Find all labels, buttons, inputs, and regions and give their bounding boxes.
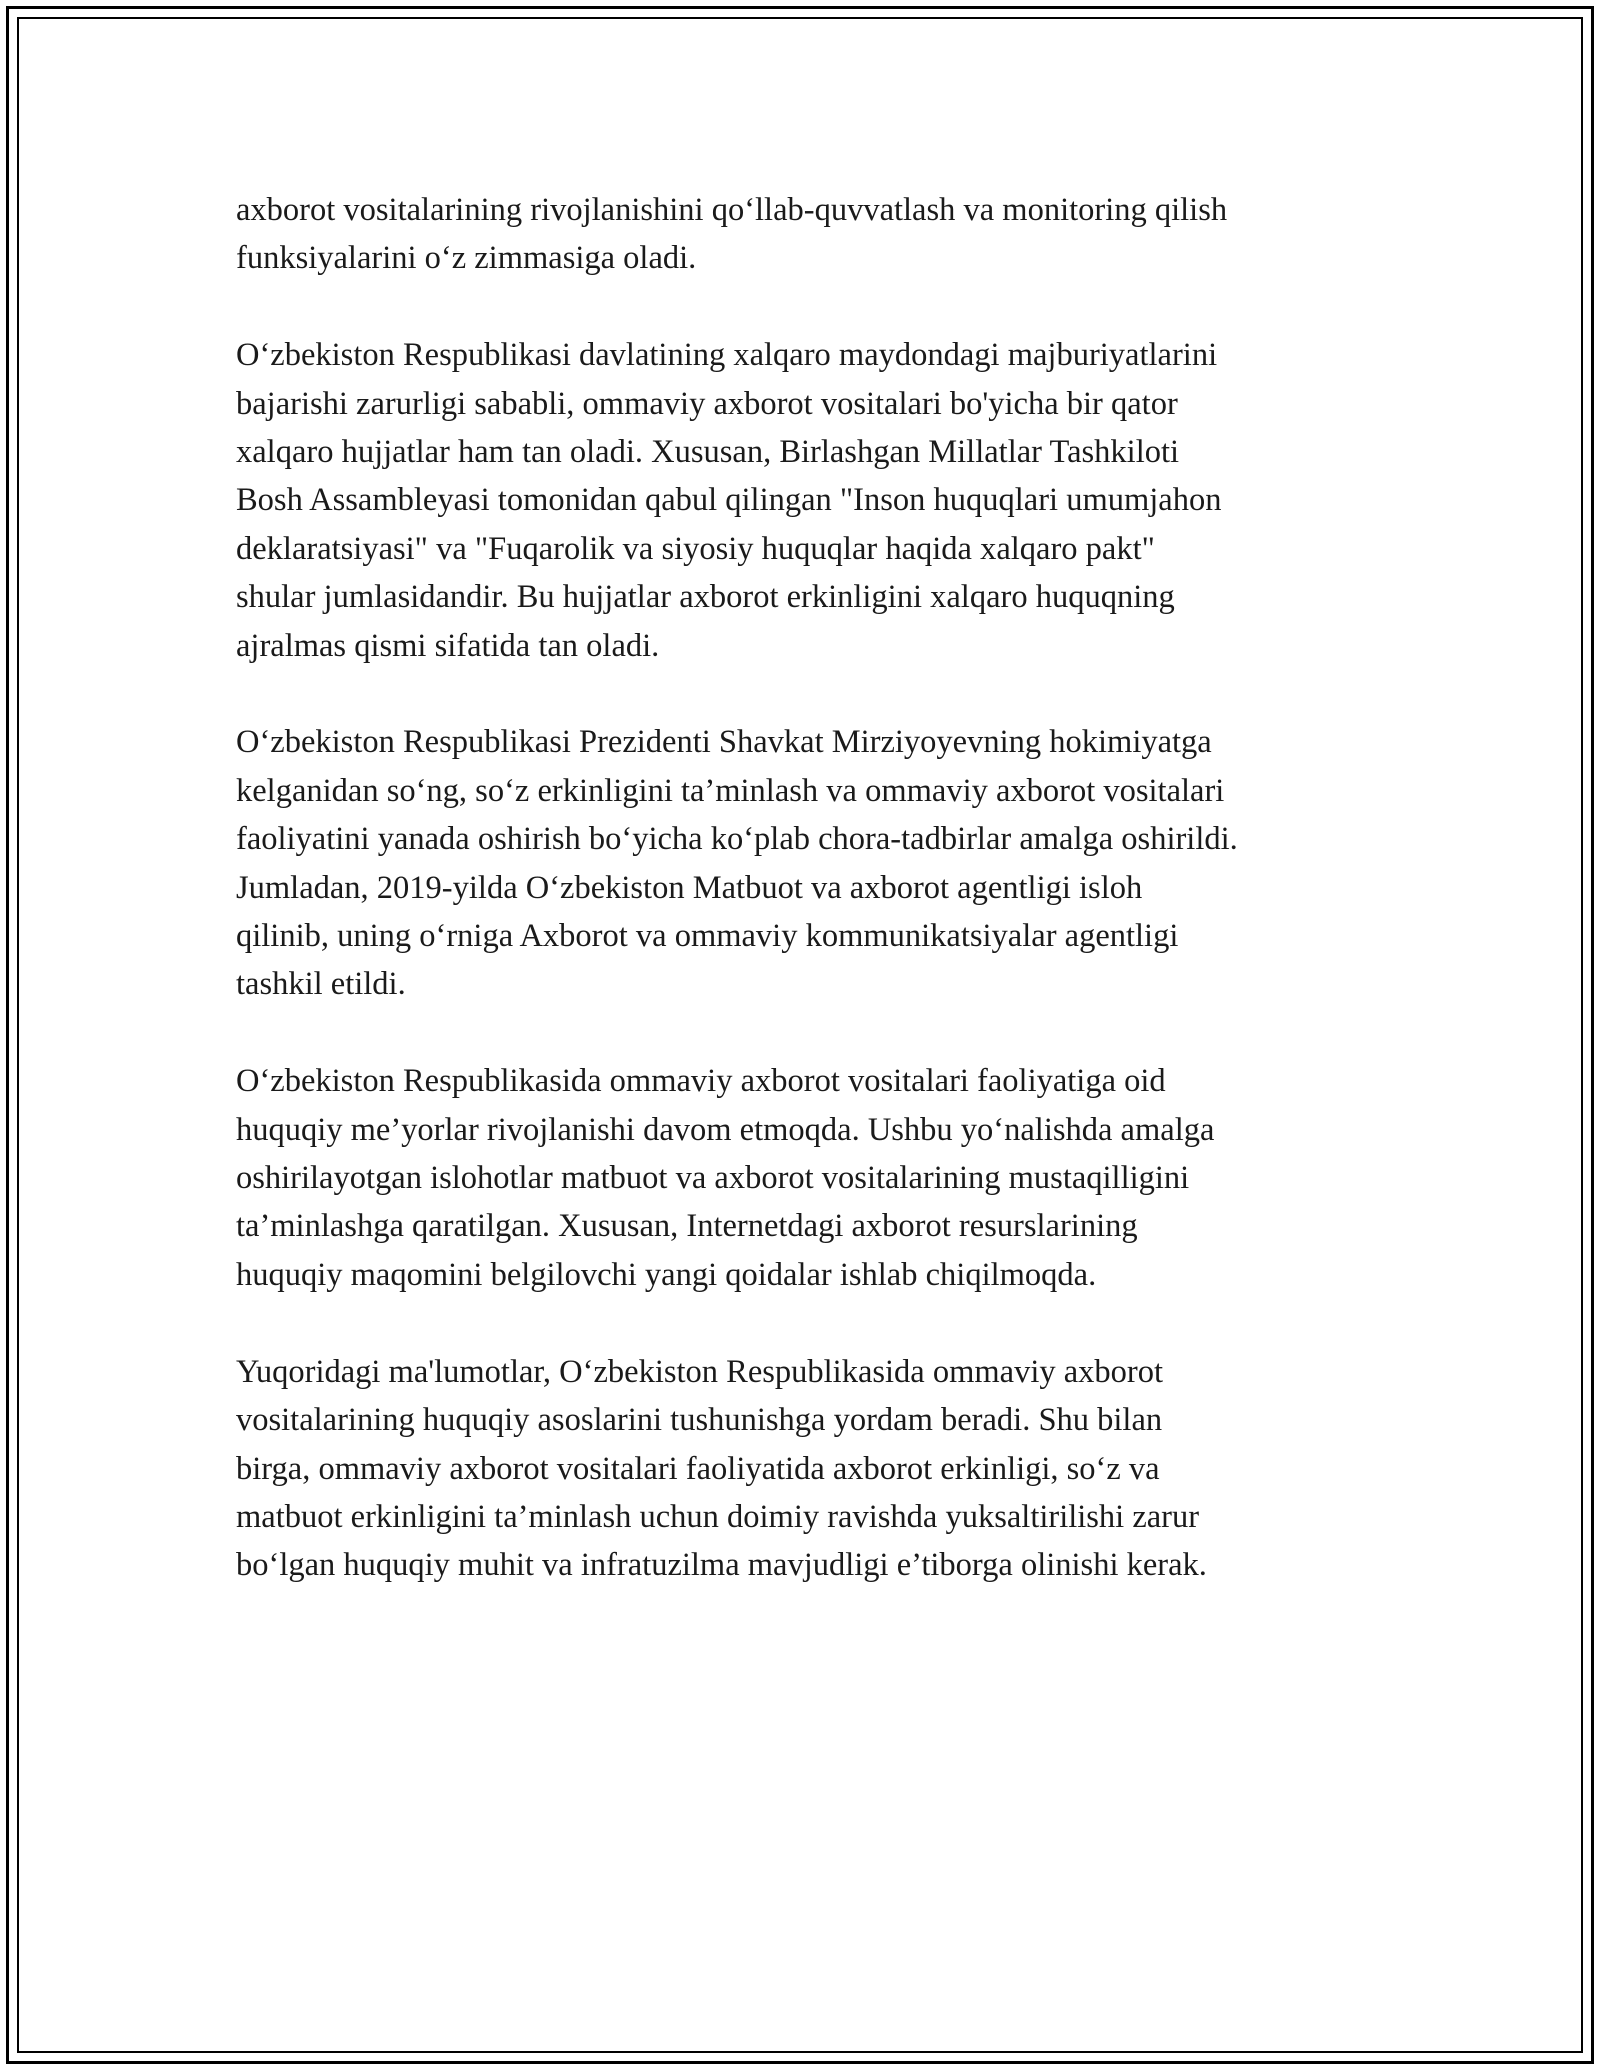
paragraph-5: Yuqoridagi ma'lumotlar, O‘zbekiston Respublikasida ommaviy axborot vositalarining huquqiy asoslarini tushunishga yordam beradi. Shu bilan birga, ommaviy axborot vositalari faoliyatida axborot erkinligi, so‘z va matbuot erkinligini ta’minlash uchun doimiy ravishda yuksaltirilishi zarur bo‘lgan huquqiy muhit va infratuzilma mavjudligi e’tiborga olinishi kerak. — [236, 1353, 1207, 1584]
paragraph-1: axborot vositalarining rivojlanishini qo‘llab-quvvatlash va monitoring qilish funksiyalarini o‘z zimmasiga oladi. — [236, 192, 1228, 277]
paragraph-2: O‘zbekiston Respublikasi davlatining xalqaro maydondagi majburiyatlarini bajarishi zarurligi sababli, ommaviy axborot vositalari bo'yicha bir qator xalqaro hujjatlar ham tan oladi. Xususan, Birlashgan Millatlar Tashkiloti Bosh Assambleyasi tomonidan qabul qilingan "Inson huquqlari umumjahon deklaratsiyasi" va "Fuqarolik va siyosiy huquqlar haqida xalqaro pakt" shular jumlasidandir. Bu hujjatlar axborot erkinligini xalqaro huquqning ajralmas qismi sifatida tan oladi. — [236, 337, 1222, 664]
paragraph-4: O‘zbekiston Respublikasida ommaviy axborot vositalari faoliyatiga oid huquqiy me’yorlar rivojlanishi davom etmoqda. Ushbu yo‘nalishda amalga oshirilayotgan islohotlar matbuot va axborot vositalarining mustaqilligini ta’minlashga qaratilgan. Xususan, Internetdagi axborot resurslarining huquqiy maqomini belgilovchi yangi qoidalar ishlab chiqilmoqda. — [236, 1063, 1215, 1293]
document-body — [236, 186, 1386, 1638]
paragraph-3: O‘zbekiston Respublikasi Prezidenti Shavkat Mirziyoyevning hokimiyatga kelganidan so‘ng, so‘z erkinligini ta’minlash va ommaviy axborot vositalari faoliyatini yanada oshirish bo‘yicha ko‘plab chora-tadbirlar amalga oshirildi. Jumladan, 2019-yilda O‘zbekiston Matbuot va axborot agentligi isloh qilinib, uning o‘rniga Axborot va ommaviy kommunikatsiyalar agentligi tashkil etildi. — [236, 724, 1238, 1003]
